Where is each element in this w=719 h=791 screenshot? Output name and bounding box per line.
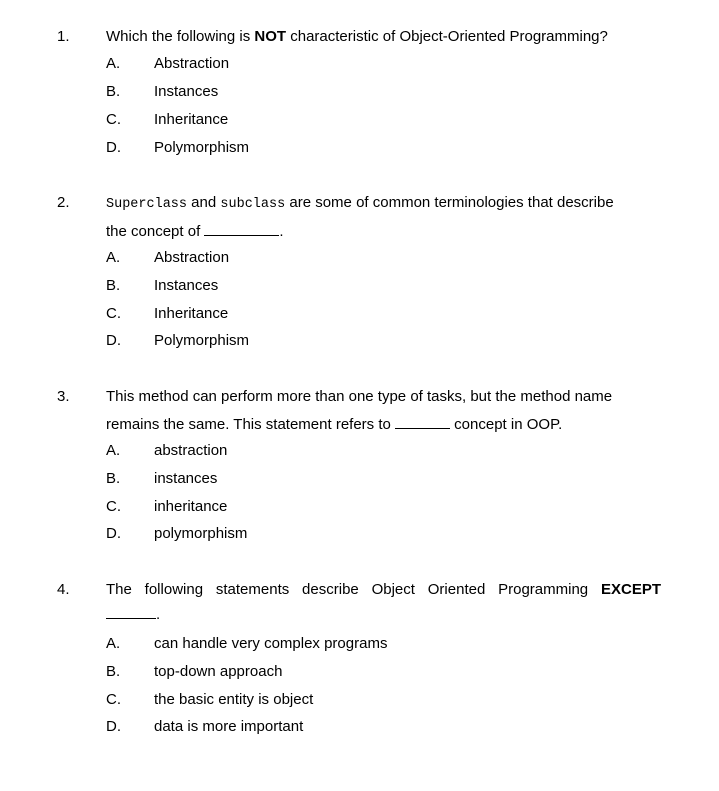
option-b — [106, 469, 506, 489]
option-text: abstraction — [154, 442, 228, 459]
option-letter: A. — [106, 442, 121, 459]
option-text: Inheritance — [154, 305, 229, 322]
option-b — [106, 82, 506, 102]
option-text: data is more important — [154, 718, 304, 735]
option-letter: B. — [106, 83, 121, 100]
question-stem: Which the following is NOT characteristic of Object-Oriented Programming? — [106, 28, 608, 45]
option-a — [106, 441, 506, 461]
option-text: inheritance — [154, 498, 228, 515]
option-a — [106, 248, 506, 268]
option-d — [106, 331, 506, 351]
option-text: instances — [154, 470, 218, 487]
option-text: Instances — [154, 83, 219, 100]
option-text: top-down approach — [154, 663, 283, 680]
option-letter: A. — [106, 55, 121, 72]
option-text: Inheritance — [154, 111, 229, 128]
option-text: Abstraction — [154, 249, 230, 266]
term-subclass: subclass — [220, 197, 286, 212]
option-b — [106, 276, 506, 296]
answer-blank — [395, 414, 450, 429]
option-letter: B. — [106, 277, 121, 294]
question-number: 1. — [57, 28, 70, 45]
option-a — [106, 54, 506, 74]
option-letter: D. — [106, 139, 121, 156]
question-stem: Superclass and subclass are some of common terminologies that describe — [106, 194, 614, 212]
term-superclass: Superclass — [106, 197, 188, 212]
option-d — [106, 717, 506, 737]
option-d — [106, 138, 506, 158]
option-letter: D. — [106, 525, 121, 542]
option-letter: B. — [106, 663, 121, 680]
option-text: can handle very complex programs — [154, 635, 388, 652]
option-letter: B. — [106, 470, 121, 487]
emphasis-not: NOT — [254, 28, 287, 45]
option-letter: C. — [106, 498, 121, 515]
option-c — [106, 690, 506, 710]
option-text: the basic entity is object — [154, 691, 314, 708]
option-c — [106, 497, 506, 517]
question-stem: The following statements describe Object Oriented Programming EXCEPT — [106, 581, 661, 598]
question-stem-line-2: the concept of . — [106, 223, 284, 240]
emphasis-except: EXCEPT — [600, 581, 661, 598]
answer-blank — [204, 221, 279, 236]
option-letter: C. — [106, 111, 121, 128]
option-letter: D. — [106, 718, 121, 735]
question-number: 4. — [57, 581, 70, 598]
question-number: 3. — [57, 388, 70, 405]
option-text: Abstraction — [154, 55, 230, 72]
question-number: 2. — [57, 194, 70, 211]
option-text: polymorphism — [154, 525, 248, 542]
option-letter: A. — [106, 635, 121, 652]
option-b — [106, 662, 506, 682]
question-stem: This method can perform more than one type of tasks, but the method name — [106, 388, 613, 405]
option-letter: A. — [106, 249, 121, 266]
question-stem-line-2: . — [106, 604, 661, 625]
answer-blank — [106, 604, 156, 619]
option-d — [106, 524, 506, 544]
option-letter: D. — [106, 332, 121, 349]
question-stem-line-2: remains the same. This statement refers to concept in OOP. — [106, 416, 563, 433]
option-text: Polymorphism — [154, 332, 250, 349]
option-c — [106, 110, 506, 130]
option-letter: C. — [106, 305, 121, 322]
option-a — [106, 634, 506, 654]
option-letter: C. — [106, 691, 121, 708]
option-text: Instances — [154, 277, 219, 294]
option-c — [106, 304, 506, 324]
option-text: Polymorphism — [154, 139, 250, 156]
